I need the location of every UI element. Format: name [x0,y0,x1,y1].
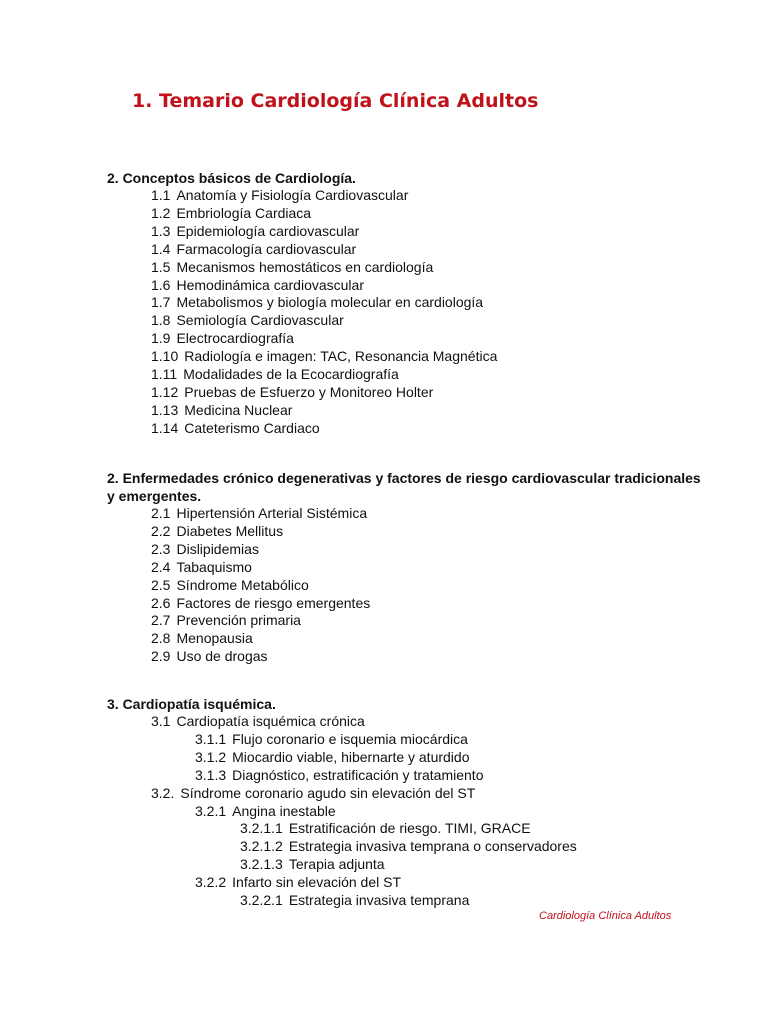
item-text: Mecanismos hemostáticos en cardiología [176,258,434,275]
item-number: 2.3 [151,540,171,557]
page-footer: Cardiología Clínica Adultos [539,910,672,922]
item-number: 1.3 [151,222,171,239]
item-number: 1.12 [151,383,179,400]
item-number: 2.2 [151,522,171,539]
item-text: Factores de riesgo emergentes [176,594,371,611]
item-text: Miocardio viable, hibernarte y aturdido [232,748,470,765]
item-text: Radiología e imagen: TAC, Resonancia Magnética [184,348,498,365]
section-heading: 2. Enfermedades crónico degenerativas y factores de riesgo cardiovascular tradicionales y emergentes. [107,470,701,504]
list-item [107,223,707,241]
section-items [107,505,707,666]
document-title: 1. Temario Cardiología Clínica Adultos [132,90,539,112]
item-text: Síndrome Metabólico [176,576,309,593]
item-text: Estrategia invasiva temprana [288,892,470,909]
item-number: 3.2.2.1 [240,892,283,909]
item-text: Terapia adjunta [288,856,385,873]
section-conceptos [107,169,707,438]
list-item [107,559,707,577]
list-item [107,205,707,223]
item-number: 1.2 [151,204,171,221]
item-number: 1.4 [151,240,171,257]
section-items [107,187,707,438]
list-item [107,856,707,874]
item-text: Epidemiología cardiovascular [176,222,360,239]
list-item [107,241,707,259]
section-heading: 3. Cardiopatía isquémica. [107,696,276,712]
item-text: Dislipidemias [176,540,259,557]
item-text: Hipertensión Arterial Sistémica [176,505,368,521]
list-item [107,577,707,595]
item-number: 1.10 [151,348,179,365]
list-item [107,838,707,856]
list-item [107,595,707,613]
list-item [107,820,707,838]
item-number: 3.2.1 [195,802,227,819]
item-number: 2.4 [151,558,171,575]
item-number: 3.1.1 [195,730,227,747]
item-text: Tabaquismo [176,558,252,575]
list-item [107,402,707,420]
item-text: Diagnóstico, estratificación y tratamiento [232,766,484,783]
item-number: 1.7 [151,294,171,311]
item-text: Cateterismo Cardiaco [184,419,320,436]
section-items [107,713,707,910]
item-number: 1.14 [151,419,179,436]
item-number: 2.5 [151,576,171,593]
list-item [107,366,707,384]
item-text: Estrategia invasiva temprana o conservadores [288,838,577,855]
item-number: 3.1 [151,713,171,729]
item-number: 3.2.2 [195,874,227,891]
item-text: Menopausia [176,630,253,647]
item-number: 1.8 [151,312,171,329]
list-item [107,312,707,330]
item-text: Medicina Nuclear [184,401,293,418]
item-text: Embriología Cardiaca [176,204,312,221]
item-text: Infarto sin elevación del ST [232,874,402,891]
section-enfermedades [107,469,707,666]
item-text: Farmacología cardiovascular [176,240,357,257]
list-item [107,277,707,295]
item-number: 3.2. [151,784,175,801]
item-number: 2.1 [151,505,171,521]
list-item [107,648,707,666]
item-text: Semiología Cardiovascular [176,312,344,329]
item-number: 3.2.1.2 [240,838,283,855]
item-number: 3.1.2 [195,748,227,765]
item-number: 1.13 [151,401,179,418]
item-text: Anatomía y Fisiología Cardiovascular [176,187,409,203]
list-item [107,294,707,312]
list-item [107,187,707,205]
item-number: 1.9 [151,330,171,347]
item-text: Prevención primaria [176,612,301,629]
list-item [107,767,707,785]
item-text: Hemodinámica cardiovascular [176,276,364,293]
list-item [107,420,707,438]
item-number: 2.9 [151,648,171,665]
item-text: Modalidades de la Ecocardiografía [183,366,399,383]
list-item [107,259,707,277]
list-item [107,348,707,366]
list-item [107,731,707,749]
section-heading: 2. Conceptos básicos de Cardiología. [107,170,356,186]
item-text: Diabetes Mellitus [176,522,284,539]
item-text: Síndrome coronario agudo sin elevación del ST [180,784,476,801]
item-number: 3.1.3 [195,766,227,783]
item-number: 2.7 [151,612,171,629]
item-number: 1.5 [151,258,171,275]
item-text: Electrocardiografía [176,330,294,347]
section-cardiopatia [107,695,707,910]
item-text: Metabolismos y biología molecular en cardiología [176,294,484,311]
list-item [107,803,707,821]
item-number: 2.8 [151,630,171,647]
item-text: Cardiopatía isquémica crónica [176,713,365,729]
list-item [107,505,707,523]
list-item [107,330,707,348]
item-text: Angina inestable [232,802,336,819]
item-text: Pruebas de Esfuerzo y Monitoreo Holter [184,383,434,400]
list-item [107,892,707,910]
item-number: 2.6 [151,594,171,611]
list-item [107,785,707,803]
item-text: Uso de drogas [176,648,268,665]
list-item [107,749,707,767]
item-number: 3.2.1.3 [240,856,283,873]
list-item [107,612,707,630]
item-number: 1.11 [151,366,178,383]
item-number: 1.6 [151,276,171,293]
item-text: Estratificación de riesgo. TIMI, GRACE [288,820,531,837]
list-item [107,541,707,559]
item-number: 3.2.1.1 [240,820,283,837]
list-item [107,630,707,648]
item-text: Flujo coronario e isquemia miocárdica [232,730,468,747]
list-item [107,713,707,731]
list-item [107,384,707,402]
item-number: 1.1 [151,187,171,203]
list-item [107,523,707,541]
list-item [107,874,707,892]
